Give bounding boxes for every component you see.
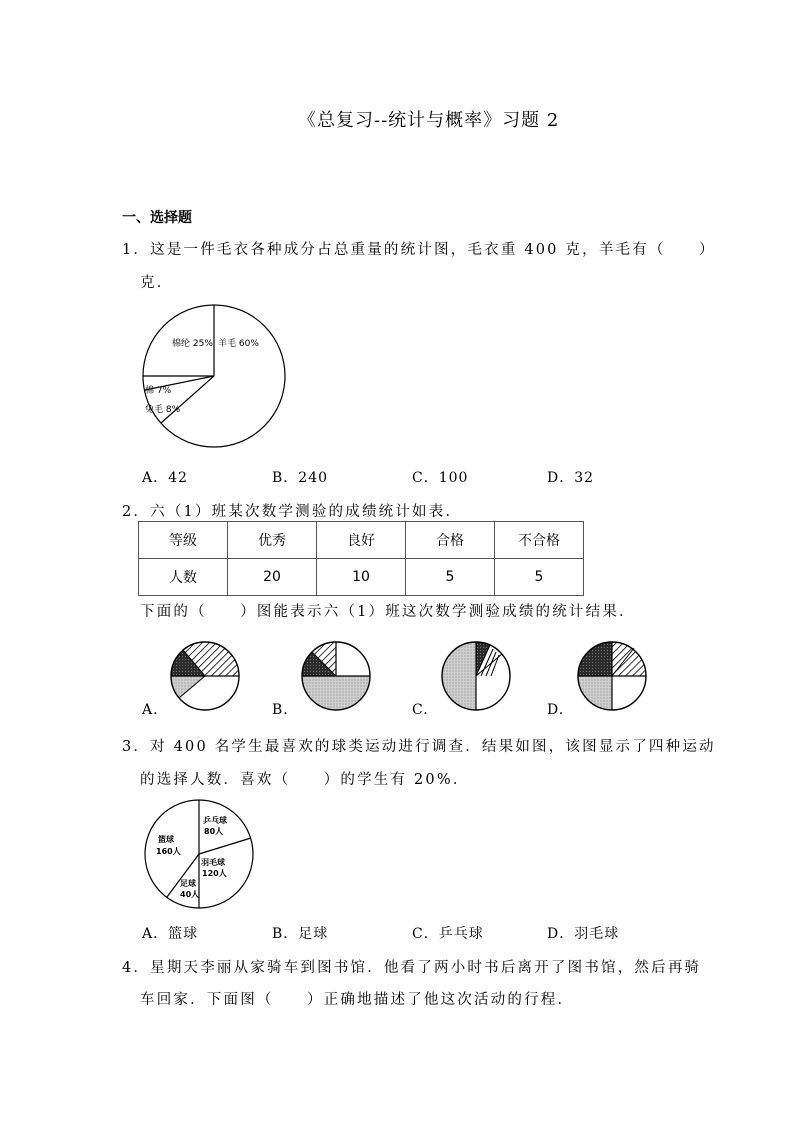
q2-option-a: A.: [142, 702, 159, 718]
q3-label-pingpong-name: 乒乓球: [203, 816, 227, 825]
q2-pie-d: [576, 640, 648, 712]
q3-label-badminton-count: 120人: [202, 869, 227, 878]
table-row: [139, 522, 584, 559]
q2-line1: 2．六（1）班某次数学测验的成绩统计如表．: [122, 504, 463, 520]
q3-line1: 3．对 400 名学生最喜欢的球类运动进行调查．结果如图，该图显示了四种运动: [122, 739, 716, 755]
q2-pie-a: [169, 640, 241, 712]
q2-pie-c: [440, 640, 512, 712]
table-row: [139, 559, 584, 596]
q1-option-b: B．240: [272, 470, 329, 486]
q2-grade-table: [138, 521, 584, 596]
q3-option-a: A．篮球: [142, 926, 199, 942]
table-cell: 5: [495, 559, 584, 596]
table-cell: 良好: [317, 522, 406, 559]
q1-line2: 克．: [140, 275, 174, 291]
table-cell: 等级: [139, 522, 228, 559]
q1-label-cotton: 棉 7%: [145, 386, 172, 396]
q3-option-c: C．乒乓球: [412, 926, 484, 942]
q1-label-wool: 羊毛 60%: [218, 339, 259, 349]
q1-option-d: D．32: [547, 470, 595, 486]
q3-label-football-count: 40人: [180, 890, 200, 899]
q2-pie-b: [300, 640, 372, 712]
table-cell: 5: [406, 559, 495, 596]
q3-label-pingpong-count: 80人: [204, 827, 224, 836]
q3-option-b: B．足球: [272, 926, 329, 942]
q1-label-nylon: 棉纶 25%: [172, 339, 213, 349]
table-cell: 不合格: [495, 522, 584, 559]
q3-line2: 的选择人数．喜欢（ ）的学生有 20%．: [140, 772, 470, 788]
q1-line1: 1．这是一件毛衣各种成分占总重量的统计图，毛衣重 400 克，羊毛有（ ）: [122, 242, 716, 258]
q3-label-basketball-count: 160人: [156, 847, 181, 856]
q2-option-d: D.: [547, 702, 565, 718]
q4-line2: 车回家．下面图（ ）正确地描述了他这次活动的行程．: [140, 992, 575, 1008]
table-cell: 优秀: [228, 522, 317, 559]
table-cell: 合格: [406, 522, 495, 559]
q3-label-badminton-name: 羽毛球: [201, 858, 225, 867]
q3-option-d: D．羽毛球: [547, 926, 620, 942]
page-title: 《总复习--统计与概率》习题 2: [298, 110, 560, 131]
table-cell: 20: [228, 559, 317, 596]
q2-option-c: C.: [412, 702, 429, 718]
q1-option-a: A．42: [142, 470, 188, 486]
section-heading: 一、选择题: [122, 210, 192, 226]
table-cell: 人数: [139, 559, 228, 596]
q1-option-c: C．100: [412, 470, 469, 486]
q2-line2: 下面的（ ）图能表示六（1）班这次数学测验成绩的统计结果．: [140, 604, 636, 620]
q2-option-b: B.: [272, 702, 289, 718]
table-cell: 10: [317, 559, 406, 596]
q1-pie-chart: [141, 305, 289, 449]
q1-label-rabbit: 兔毛 8%: [145, 405, 181, 415]
q4-line1: 4．星期天李丽从家骑车到图书馆．他看了两小时书后离开了图书馆，然后再骑: [122, 960, 702, 976]
q3-label-football-name: 足球: [180, 879, 196, 888]
q3-label-basketball-name: 篮球: [158, 835, 174, 844]
